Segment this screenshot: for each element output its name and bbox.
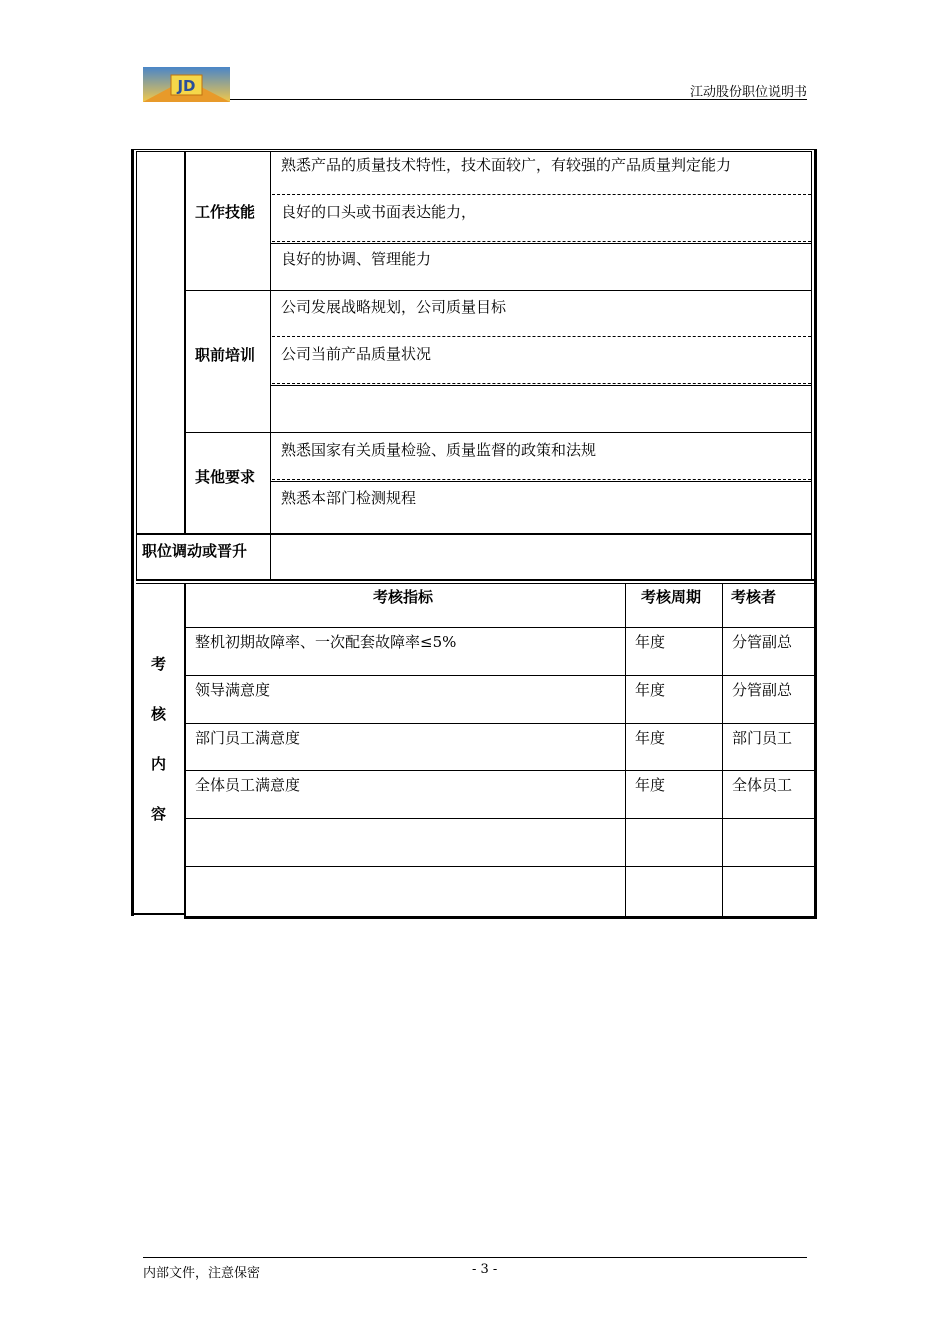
row-assessor: 分管副总 bbox=[732, 681, 793, 699]
section-label-char: 核 bbox=[151, 705, 167, 723]
other-requirement-item: 熟悉国家有关质量检验、质量监督的政策和法规 bbox=[281, 441, 597, 459]
work-skill-item: 良好的口头或书面表达能力， bbox=[281, 203, 477, 221]
header-assessor: 考核者 bbox=[731, 588, 777, 606]
row-assessor: 全体员工 bbox=[732, 776, 793, 794]
row-period: 年度 bbox=[635, 681, 666, 699]
row-indicator: 领导满意度 bbox=[195, 681, 271, 699]
section-label-char: 内 bbox=[151, 755, 167, 773]
row-indicator: 全体员工满意度 bbox=[195, 776, 301, 794]
logo-text: JD bbox=[177, 77, 196, 95]
row-assessor: 部门员工 bbox=[732, 729, 793, 747]
row-period: 年度 bbox=[635, 729, 666, 747]
document-title: 江动股份职位说明书 bbox=[689, 85, 807, 100]
row-assessor: 分管副总 bbox=[732, 633, 793, 651]
other-requirement-item: 熟悉本部门检测规程 bbox=[281, 489, 417, 507]
work-skills-label: 工作技能 bbox=[195, 203, 256, 221]
row-period: 年度 bbox=[635, 776, 666, 794]
other-requirements-label: 其他要求 bbox=[195, 468, 256, 486]
header-indicator: 考核指标 bbox=[373, 588, 434, 606]
company-logo bbox=[143, 67, 230, 102]
page-number: - 3 - bbox=[472, 1262, 498, 1277]
header-period: 考核周期 bbox=[641, 588, 702, 606]
row-indicator: 整机初期故障率、一次配套故障率≤5% bbox=[195, 633, 457, 651]
row-indicator: 部门员工满意度 bbox=[195, 729, 301, 747]
section-label-char: 容 bbox=[151, 805, 167, 823]
pre-job-training-label: 职前培训 bbox=[195, 346, 256, 364]
section-label-char: 考 bbox=[151, 655, 167, 673]
training-item: 公司发展战略规划，公司质量目标 bbox=[281, 298, 507, 316]
training-item: 公司当前产品质量状况 bbox=[281, 345, 432, 363]
transfer-label: 职位调动或晋升 bbox=[142, 542, 248, 560]
row-period: 年度 bbox=[635, 633, 666, 651]
work-skill-item: 熟悉产品的质量技术特性，技术面较广，有较强的产品质量判定能力 bbox=[281, 156, 732, 174]
work-skill-item: 良好的协调、管理能力 bbox=[281, 250, 432, 268]
footer-rule bbox=[143, 1257, 807, 1258]
footer-confidential-note: 内部文件，注意保密 bbox=[143, 1266, 261, 1281]
